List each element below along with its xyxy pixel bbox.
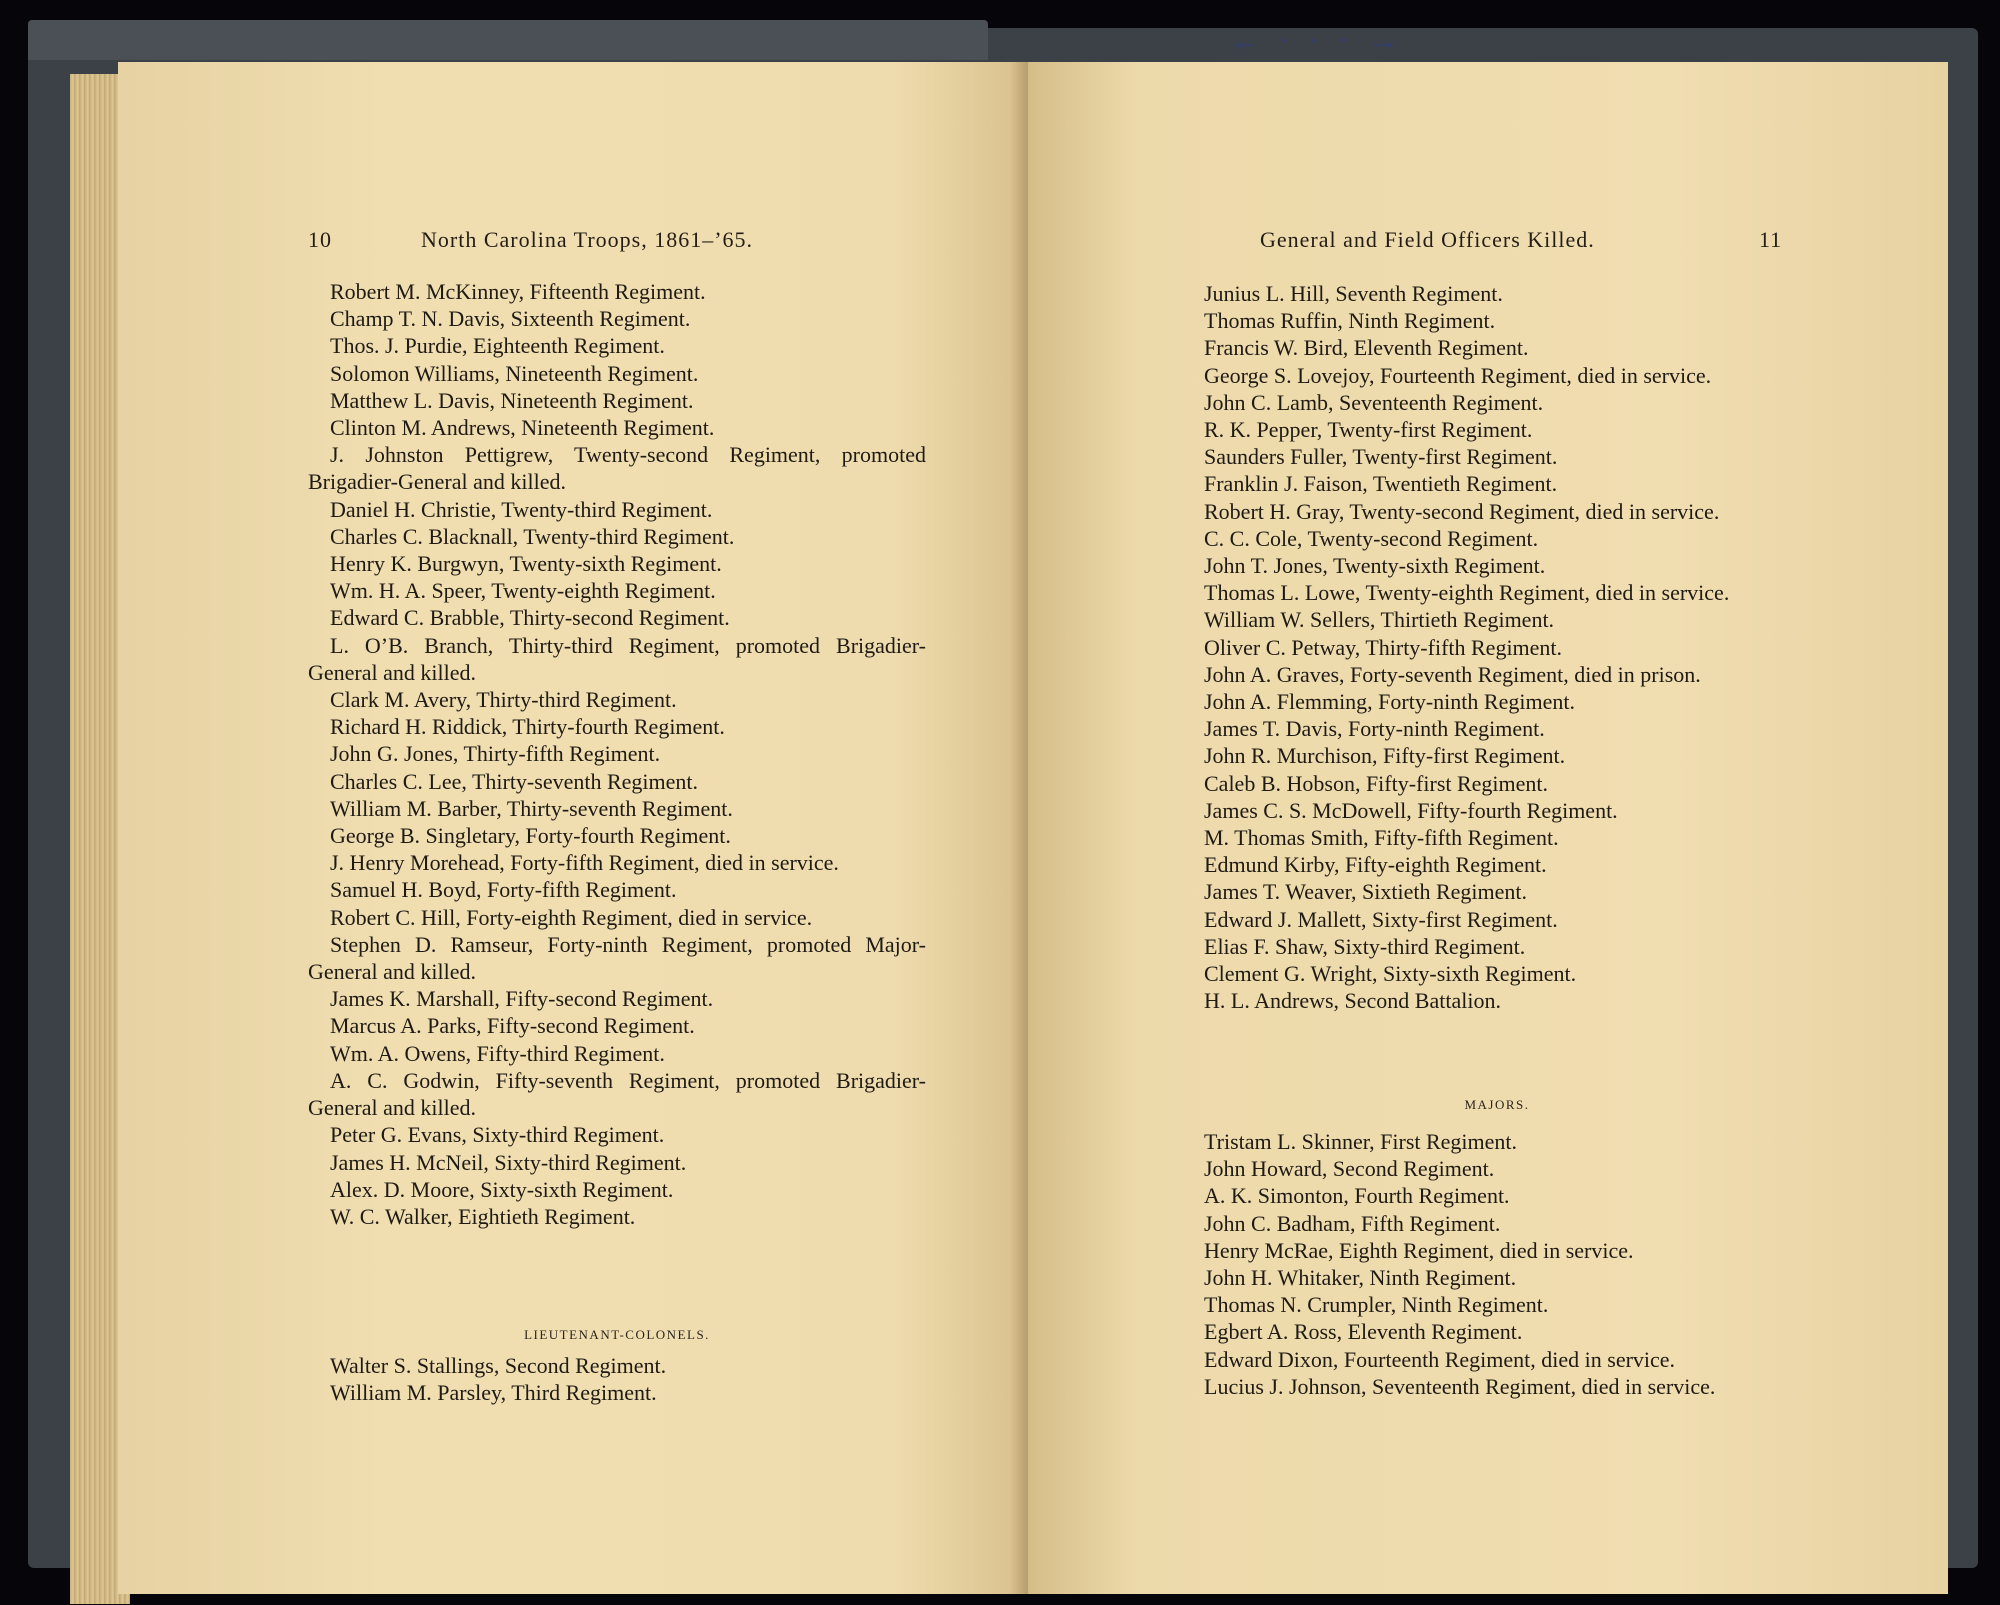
officer-entry: Matthew L. Davis, Nineteenth Regiment.	[330, 387, 694, 413]
officer-entry: Wm. H. A. Speer, Twenty-eighth Regiment.	[330, 578, 716, 604]
officer-entry: Egbert A. Ross, Eleventh Regiment.	[1204, 1319, 1523, 1345]
officer-entry: James K. Marshall, Fifty-second Regiment.	[330, 986, 714, 1012]
officer-entry: Charles C. Blacknall, Twenty-third Regiment.	[330, 523, 735, 549]
officer-entry: Champ T. N. Davis, Sixteenth Regiment.	[330, 306, 691, 332]
officer-entry: William M. Barber, Thirty-seventh Regiment.	[330, 795, 733, 821]
officer-entry: Robert H. Gray, Twenty-second Regiment, died in service.	[1204, 498, 1720, 524]
majors-heading: MAJORS.	[1464, 1097, 1530, 1112]
officer-entry: Clark M. Avery, Thirty-third Regiment.	[330, 687, 677, 713]
officer-entry: John Howard, Second Regiment.	[1204, 1156, 1495, 1182]
officer-entry: Franklin J. Faison, Twentieth Regiment.	[1204, 471, 1558, 497]
officer-entry: Saunders Fuller, Twenty-first Regiment.	[1204, 444, 1558, 470]
officer-entry: Tristam L. Skinner, First Regiment.	[1204, 1129, 1518, 1154]
cover-spine-edge	[28, 20, 988, 60]
officer-entry: Robert M. McKinney, Fifteenth Regiment.	[330, 279, 706, 304]
officer-entry: Caleb B. Hobson, Fifty-first Regiment.	[1204, 770, 1549, 796]
officer-entry: Solomon Williams, Nineteenth Regiment.	[330, 360, 699, 386]
officer-entry: John A. Flemming, Forty-ninth Regiment.	[1204, 689, 1575, 715]
officer-entry: John C. Badham, Fifth Regiment.	[1204, 1210, 1501, 1236]
officer-entry: Edmund Kirby, Fifty-eighth Regiment.	[1204, 852, 1547, 878]
officer-entry: Richard H. Riddick, Thirty-fourth Regiment.	[330, 714, 725, 740]
officer-entry: George B. Singletary, Forty-fourth Regiment.	[330, 823, 731, 849]
blue-scale-marking: ← · · · →	[1230, 24, 1404, 57]
officer-entry: Clinton M. Andrews, Nineteenth Regiment.	[330, 415, 715, 441]
officer-entry: J. Henry Morehead, Forty-fifth Regiment, died in service.	[330, 850, 839, 876]
officer-entry: Peter G. Evans, Sixty-third Regiment.	[330, 1122, 665, 1148]
right-page	[1028, 62, 1948, 1594]
lt-colonels-continued-list	[1182, 280, 1812, 1014]
officer-entry: Walter S. Stallings, Second Regiment.	[330, 1353, 667, 1378]
lt-colonels-heading: LIEUTENANT-COLONELS.	[524, 1327, 710, 1342]
officer-entry: John H. Whitaker, Ninth Regiment.	[1204, 1265, 1517, 1291]
officer-entry: A. C. Godwin, Fifty-seventh Regiment, promoted Brigadier-General and killed.	[308, 1067, 926, 1121]
officer-entry: Edward J. Mallett, Sixty-first Regiment.	[1204, 906, 1558, 932]
officer-entry: Thomas L. Lowe, Twenty-eighth Regiment, died in service.	[1204, 580, 1730, 606]
officer-entry: John C. Lamb, Seventeenth Regiment.	[1204, 389, 1544, 415]
right-page-number: 11	[1759, 227, 1783, 252]
officer-entry: J. Johnston Pettigrew, Twenty-second Regiment, promoted Brigadier-General and killed.	[308, 442, 926, 495]
officer-entry: James C. S. McDowell, Fifty-fourth Regiment.	[1204, 797, 1618, 823]
officer-entry: Samuel H. Boyd, Forty-fifth Regiment.	[330, 877, 677, 903]
officer-entry: Lucius J. Johnson, Seventeenth Regiment, died in service.	[1204, 1373, 1716, 1399]
officer-entry: Charles C. Lee, Thirty-seventh Regiment.	[330, 768, 699, 794]
officer-entry: Edward C. Brabble, Thirty-second Regiment.	[330, 605, 730, 631]
officer-entry: John G. Jones, Thirty-fifth Regiment.	[330, 741, 661, 767]
officer-entry: Daniel H. Christie, Twenty-third Regiment.	[330, 496, 713, 522]
officer-entry: Junius L. Hill, Seventh Regiment.	[1204, 281, 1503, 306]
colonels-list	[308, 278, 926, 1230]
officer-entry: James T. Weaver, Sixtieth Regiment.	[1204, 879, 1528, 905]
officer-entry: Marcus A. Parks, Fifty-second Regiment.	[330, 1013, 695, 1039]
officer-entry: Robert C. Hill, Forty-eighth Regiment, died in service.	[330, 904, 813, 930]
officer-entry: Elias F. Shaw, Sixty-third Regiment.	[1204, 933, 1526, 959]
officer-entry: William W. Sellers, Thirtieth Regiment.	[1204, 607, 1555, 633]
officer-entry: John A. Graves, Forty-seventh Regiment, died in prison.	[1204, 661, 1701, 687]
officer-entry: James H. McNeil, Sixty-third Regiment.	[330, 1149, 687, 1175]
officer-entry: Stephen D. Ramseur, Forty-ninth Regiment, promoted Major-General and killed.	[308, 931, 926, 985]
officer-entry: Thos. J. Purdie, Eighteenth Regiment.	[330, 333, 665, 359]
right-running-title: General and Field Officers Killed.	[1260, 227, 1595, 252]
officer-entry: William M. Parsley, Third Regiment.	[330, 1380, 657, 1406]
officer-entry: George S. Lovejoy, Fourteenth Regiment, died in service.	[1204, 362, 1712, 388]
officer-entry: C. C. Cole, Twenty-second Regiment.	[1204, 525, 1539, 551]
officer-entry: A. K. Simonton, Fourth Regiment.	[1204, 1183, 1510, 1209]
officer-entry: M. Thomas Smith, Fifty-fifth Regiment.	[1204, 825, 1559, 851]
officer-entry: Francis W. Bird, Eleventh Regiment.	[1204, 335, 1529, 361]
officer-entry: John T. Jones, Twenty-sixth Regiment.	[1204, 553, 1546, 579]
officer-entry: H. L. Andrews, Second Battalion.	[1204, 988, 1501, 1014]
officer-entry: R. K. Pepper, Twenty-first Regiment.	[1204, 417, 1533, 443]
officer-entry: L. O’B. Branch, Thirty-third Regiment, promoted Brigadier-General and killed.	[308, 632, 926, 685]
officer-entry: Edward Dixon, Fourteenth Regiment, died in service.	[1204, 1346, 1676, 1372]
officer-entry: Henry McRae, Eighth Regiment, died in service.	[1204, 1237, 1634, 1263]
officer-entry: Thomas Ruffin, Ninth Regiment.	[1204, 308, 1496, 334]
left-page	[118, 62, 1028, 1594]
officer-entry: Oliver C. Petway, Thirty-fifth Regiment.	[1204, 634, 1563, 660]
officer-entry: Wm. A. Owens, Fifty-third Regiment.	[330, 1040, 665, 1066]
officer-entry: W. C. Walker, Eightieth Regiment.	[330, 1203, 636, 1229]
officer-entry: Thomas N. Crumpler, Ninth Regiment.	[1204, 1292, 1549, 1318]
majors-list	[1182, 1128, 1812, 1400]
officer-entry: Clement G. Wright, Sixty-sixth Regiment.	[1204, 961, 1577, 987]
left-page-number: 10	[308, 227, 332, 252]
officer-entry: Alex. D. Moore, Sixty-sixth Regiment.	[330, 1176, 674, 1202]
officer-entry: Henry K. Burgwyn, Twenty-sixth Regiment.	[330, 551, 722, 577]
officer-entry: James T. Davis, Forty-ninth Regiment.	[1204, 716, 1545, 742]
officer-entry: John R. Murchison, Fifty-first Regiment.	[1204, 743, 1566, 769]
lt-colonels-list	[308, 1352, 926, 1406]
left-running-title: North Carolina Troops, 1861–’65.	[421, 227, 754, 252]
